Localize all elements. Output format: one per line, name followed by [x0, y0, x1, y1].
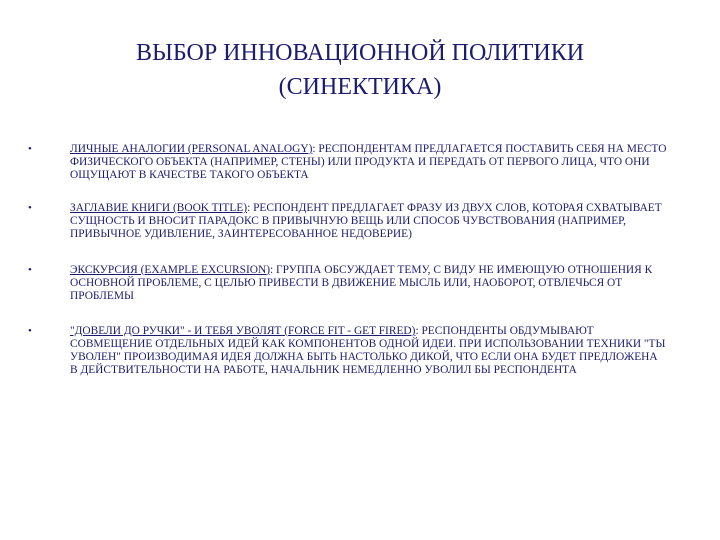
- bullet-term: "ДОВЕЛИ ДО РУЧКИ" - И ТЕБЯ УВОЛЯТ (FORCE FIT - GET FIRED): [70, 324, 416, 337]
- slide-title: [40, 36, 680, 104]
- bullet-text: : ГРУППА ОБСУЖДАЕТ ТЕМУ, С ВИДУ НЕ ИМЕЮЩУЮ ОТНОШЕНИЯ К ОСНОВНОЙ ПРОБЛЕМЕ, С ЦЕЛЬЮ ПРИВЕСТИ В ДВИЖЕНИЕ МЫСЛЬ ИЛИ, НАОБОРОТ, ОТВЛЕЧЬСЯ ОТ ПРОБЛЕМЫ: [70, 263, 653, 302]
- bullet-marker: •: [28, 324, 32, 337]
- title-line-1: ВЫБОР ИННОВАЦИОННОЙ ПОЛИТИКИ: [135, 40, 585, 66]
- bullet-list: [28, 143, 668, 397]
- bullet-text: : РЕСПОНДЕНТЫ ОБДУМЫВАЮТ СОВМЕЩЕНИЕ ОТДЕЛЬНЫХ ИДЕЙ КАК КОМПОНЕНТОВ ОДНОЙ ИДЕИ. ПРИ ИСПОЛЬЗОВАНИИ ТЕХНИКИ "ТЫ УВОЛЕН" ПРОИЗВОДИМАЯ ИДЕЯ ДОЛЖНА БЫТЬ НАСТОЛЬКО ДИКОЙ, ЧТО ЕСЛИ ОНА БУДЕТ ПРЕДЛОЖЕНА В ДЕЙСТВИТЕЛЬНОСТИ НА РАБОТЕ, НАЧАЛЬНИК НЕМЕДЛЕННО УВОЛИЛ БЫ РЕСПОНДЕНТА: [70, 324, 666, 377]
- bullet-term: ЛИЧНЫЕ АНАЛОГИИ (PERSONAL ANALOGY): [70, 143, 313, 155]
- bullet-item-example-excursion: [28, 264, 668, 303]
- bullet-marker: •: [28, 143, 32, 155]
- bullet-item-force-fit: [28, 325, 668, 377]
- bullet-marker: •: [28, 263, 32, 276]
- bullet-item-personal-analogy: [28, 143, 668, 182]
- bullet-marker: •: [28, 202, 32, 215]
- bullet-term: ЭКСКУРСИЯ (EXAMPLE EXCURSION): [70, 263, 271, 276]
- title-line-2: (СИНЕКТИКА): [278, 74, 442, 100]
- bullet-term: ЗАГЛАВИЕ КНИГИ (BOOK TITLE): [70, 202, 248, 215]
- bullet-text: : РЕСПОНДЕНТ ПРЕДЛАГАЕТ ФРАЗУ ИЗ ДВУХ СЛОВ, КОТОРАЯ СХВАТЫВАЕТ СУЩНОСТЬ И ВНОСИТ ПАРАДОКС В ПРИВЫЧНУЮ ВЕЩЬ ИЛИ СПОСОБ ЧУВСТВОВАНИЯ (НАПРИМЕР, ПРИВЫЧНОЕ УДИВЛЕНИЕ, ЗАИНТЕРЕСОВАННОЕ НЕДОВЕРИЕ): [70, 202, 662, 241]
- bullet-text: : РЕСПОНДЕНТАМ ПРЕДЛАГАЕТСЯ ПОСТАВИТЬ СЕБЯ НА МЕСТО ФИЗИЧЕСКОГО ОБЪЕКТА (НАПРИМЕР, СТЕНЫ) ИЛИ ПРОДУКТА И ПЕРЕДАТЬ ОТ ПЕРВОГО ЛИЦА, ЧТО ОНИ ОЩУЩАЮТ В КАЧЕСТВЕ ТАКОГО ОБЪЕКТА: [70, 143, 667, 182]
- bullet-item-book-title: [28, 202, 668, 241]
